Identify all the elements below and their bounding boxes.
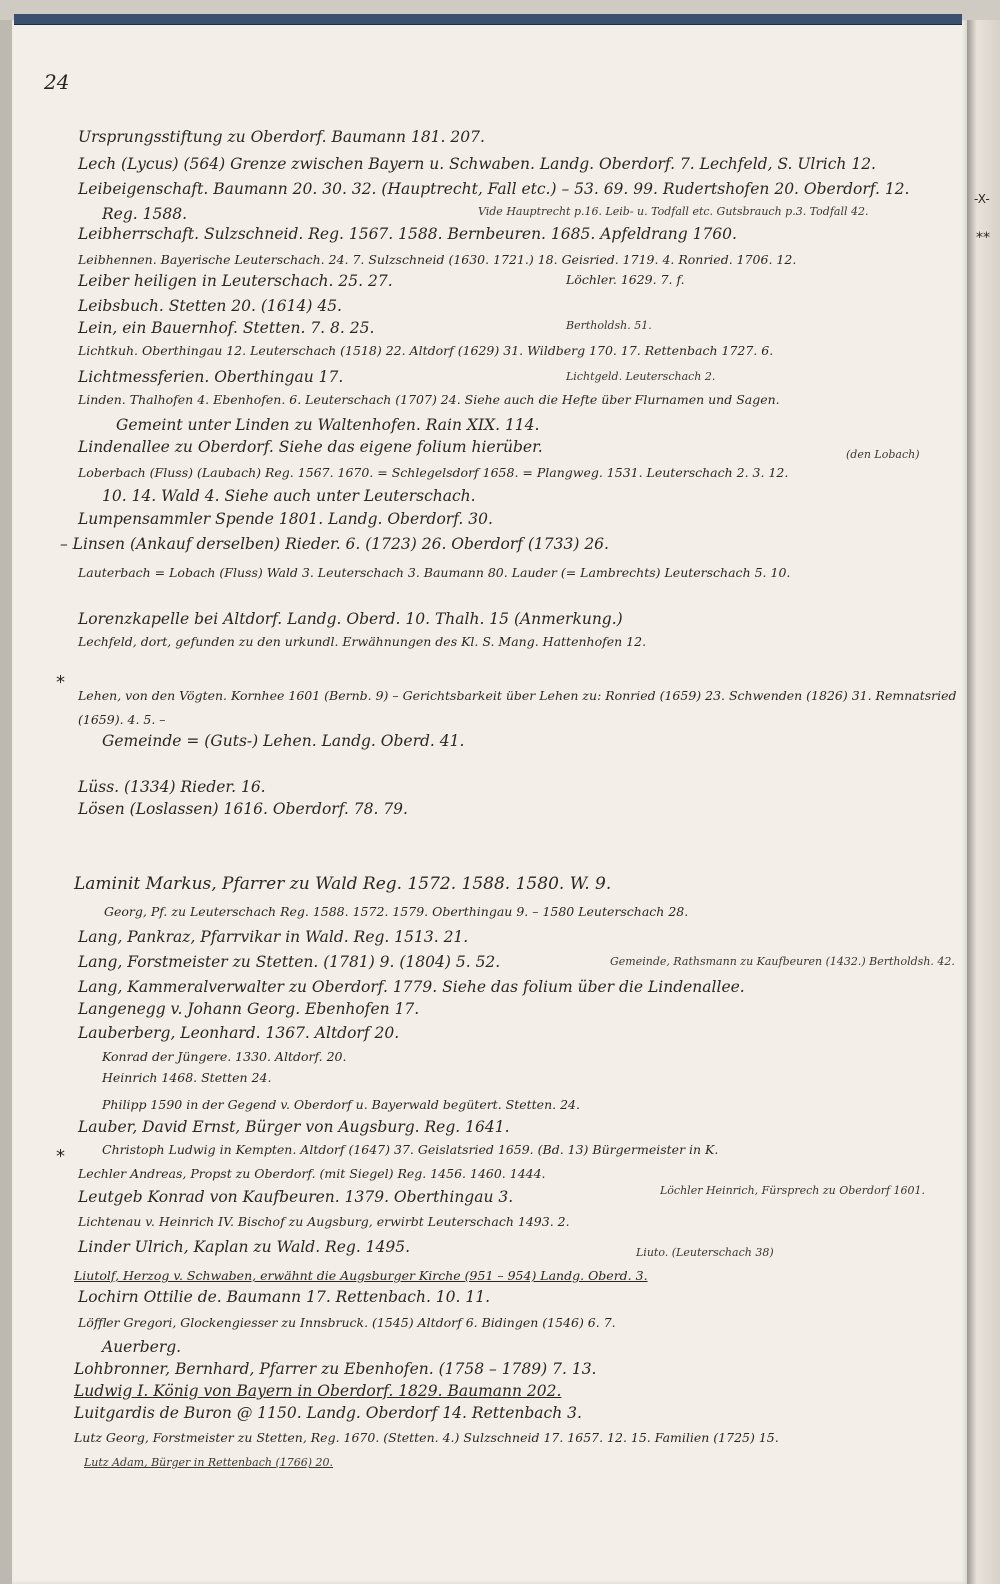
entry-line: Lechfeld, dort, gefunden zu den urkundl. Erwähnungen des Kl. S. Mang. Hattenhofen 12. [78, 634, 647, 649]
margin-mark: -X- [974, 192, 990, 206]
margin-note: Gemeinde, Rathsmann zu Kaufbeuren (1432.) Bertholdsh. 42. [610, 955, 955, 968]
entry-line: Laminit Markus, Pfarrer zu Wald Reg. 1572. 1588. 1580. W. 9. [74, 874, 612, 894]
entry-line: Leutgeb Konrad von Kaufbeuren. 1379. Oberthingau 3. [78, 1188, 514, 1206]
entry-line: Christoph Ludwig in Kempten. Altdorf (1647) 37. Geislatsried 1659. (Bd. 13) Bürgermeister in K. [102, 1142, 719, 1157]
entry-line: Gemeint unter Linden zu Waltenhofen. Rain XIX. 114. [116, 416, 540, 434]
entry-line: Lutz Adam, Bürger in Rettenbach (1766) 20. [84, 1456, 334, 1469]
entry-line: Ursprungsstiftung zu Oberdorf. Baumann 181. 207. [78, 128, 485, 146]
entry-line: Liutolf, Herzog v. Schwaben, erwähnt die Augsburger Kirche (951 – 954) Landg. Oberd. 3. [74, 1268, 648, 1283]
entry-line: Lichtenau v. Heinrich IV. Bischof zu Augsburg, erwirbt Leuterschach 1493. 2. [78, 1214, 570, 1229]
entry-line: Leibeigenschaft. Baumann 20. 30. 32. (Hauptrecht, Fall etc.) – 53. 69. 99. Rudertshofen 20. Oberdorf. 12. [78, 180, 910, 198]
entry-line: Linden. Thalhofen 4. Ebenhofen. 6. Leuterschach (1707) 24. Siehe auch die Hefte über Flurnamen und Sagen. [78, 392, 780, 407]
margin-note: Bertholdsh. 51. [566, 319, 652, 332]
entry-line: Lichtmessferien. Oberthingau 17. [78, 368, 344, 386]
entry-line: – Linsen (Ankauf derselben) Rieder. 6. (1723) 26. Oberdorf (1733) 26. [60, 535, 609, 553]
entry-line: Lauterbach = Lobach (Fluss) Wald 3. Leuterschach 3. Baumann 80. Lauder (= Lambrechts) Leuterschach 5. 10. [78, 565, 791, 580]
entry-line: Georg, Pf. zu Leuterschach Reg. 1588. 1572. 1579. Oberthingau 9. – 1580 Leuterschach 28. [104, 904, 689, 919]
next-page-edge [967, 20, 1000, 1584]
entry-line: Lüss. (1334) Rieder. 16. [78, 778, 266, 796]
entry-line: Löffler Gregori, Glockengiesser zu Innsbruck. (1545) Altdorf 6. Bidingen (1546) 6. 7. [78, 1315, 616, 1330]
margin-note: Liuto. (Leuterschach 38) [636, 1246, 774, 1259]
entry-line: Leibherrschaft. Sulzschneid. Reg. 1567. 1588. Bernbeuren. 1685. Apfeldrang 1760. [78, 225, 737, 243]
entry-line: Konrad der Jüngere. 1330. Altdorf. 20. [102, 1049, 347, 1064]
binding-strip [14, 14, 962, 25]
entry-line: Gemeinde = (Guts-) Lehen. Landg. Oberd. 41. [102, 732, 465, 750]
margin-note: Löchler Heinrich, Fürsprech zu Oberdorf 1601. [660, 1184, 926, 1197]
entry-line: Luitgardis de Buron @ 1150. Landg. Oberdorf 14. Rettenbach 3. [74, 1404, 582, 1422]
entry-line: Lein, ein Bauernhof. Stetten. 7. 8. 25. [78, 319, 375, 337]
entry-line: Lechler Andreas, Propst zu Oberdorf. (mit Siegel) Reg. 1456. 1460. 1444. [78, 1166, 546, 1181]
margin-mark: ** [976, 230, 990, 246]
entry-line: Lichtkuh. Oberthingau 12. Leuterschach (1518) 22. Altdorf (1629) 31. Wildberg 170. 17. Rettenbach 1727. 6. [78, 343, 774, 358]
entry-line: Ludwig I. König von Bayern in Oberdorf. 1829. Baumann 202. [74, 1382, 562, 1400]
margin-note: Lichtgeld. Leuterschach 2. [566, 370, 716, 383]
entry-line: Leibsbuch. Stetten 20. (1614) 45. [78, 297, 342, 315]
entry-line: Leibhennen. Bayerische Leuterschach. 24. 7. Sulzschneid (1630. 1721.) 18. Geisried. 1719. 4. Ronried. 1706. 12. [78, 252, 797, 267]
entry-line: Lohbronner, Bernhard, Pfarrer zu Ebenhofen. (1758 – 1789) 7. 13. [74, 1360, 597, 1378]
margin-note: Vide Hauptrecht p.16. Leib- u. Todfall etc. Gutsbrauch p.3. Todfall 42. [478, 205, 869, 218]
entry-line: Lochirn Ottilie de. Baumann 17. Rettenbach. 10. 11. [78, 1288, 491, 1306]
entry-line: Linder Ulrich, Kaplan zu Wald. Reg. 1495. [78, 1238, 411, 1256]
entry-line: Lang, Pankraz, Pfarrvikar in Wald. Reg. 1513. 21. [78, 928, 469, 946]
entry-line: Leiber heiligen in Leuterschach. 25. 27. [78, 272, 393, 290]
entry-line: Lindenallee zu Oberdorf. Siehe das eigene folium hierüber. [78, 438, 543, 456]
entry-line: Lorenzkapelle bei Altdorf. Landg. Oberd. 10. Thalh. 15 (Anmerkung.) [78, 610, 623, 628]
entry-line: Langenegg v. Johann Georg. Ebenhofen 17. [78, 1000, 420, 1018]
page-left-edge [0, 20, 12, 1584]
entry-line: Lech (Lycus) (564) Grenze zwischen Bayern u. Schwaben. Landg. Oberdorf. 7. Lechfeld, S. Ulrich 12. [78, 155, 876, 173]
margin-mark: * [56, 1146, 65, 1167]
entry-line: Auerberg. [102, 1338, 182, 1356]
entry-line: Philipp 1590 in der Gegend v. Oberdorf u. Bayerwald begütert. Stetten. 24. [102, 1097, 580, 1112]
margin-mark: * [56, 672, 65, 693]
margin-note: Löchler. 1629. 7. f. [566, 272, 685, 287]
entry-line: Lumpensammler Spende 1801. Landg. Oberdorf. 30. [78, 510, 493, 528]
margin-note: (den Lobach) [846, 448, 920, 461]
entry-line: Lauberberg, Leonhard. 1367. Altdorf 20. [78, 1024, 400, 1042]
entry-line: Lösen (Loslassen) 1616. Oberdorf. 78. 79. [78, 800, 408, 818]
entry-line: Lutz Georg, Forstmeister zu Stetten, Reg. 1670. (Stetten. 4.) Sulzschneid 17. 1657. 12. 15. Familien (1725) 15. [74, 1430, 779, 1445]
entry-line: Lauber, David Ernst, Bürger von Augsburg. Reg. 1641. [78, 1118, 510, 1136]
entry-line: Reg. 1588. [102, 205, 187, 223]
entry-line: 10. 14. Wald 4. Siehe auch unter Leuterschach. [102, 487, 476, 505]
entry-line: Lang, Forstmeister zu Stetten. (1781) 9. (1804) 5. 52. [78, 953, 501, 971]
page-number: 24 [44, 70, 70, 94]
entry-line: Heinrich 1468. Stetten 24. [102, 1070, 272, 1085]
entry-line: Lang, Kammeralverwalter zu Oberdorf. 1779. Siehe das folium über die Lindenallee. [78, 978, 745, 996]
entry-line: Loberbach (Fluss) (Laubach) Reg. 1567. 1670. = Schlegelsdorf 1658. = Plangweg. 1531. Leuterschach 2. 3. 12. [78, 465, 789, 480]
entry-line: Lehen, von den Vögten. Kornhee 1601 (Bernb. 9) – Gerichtsbarkeit über Lehen zu: Ronried (1659) 23. Schwenden (1826) 31. Remnatsried (1659). 4. 5. – [78, 688, 957, 727]
